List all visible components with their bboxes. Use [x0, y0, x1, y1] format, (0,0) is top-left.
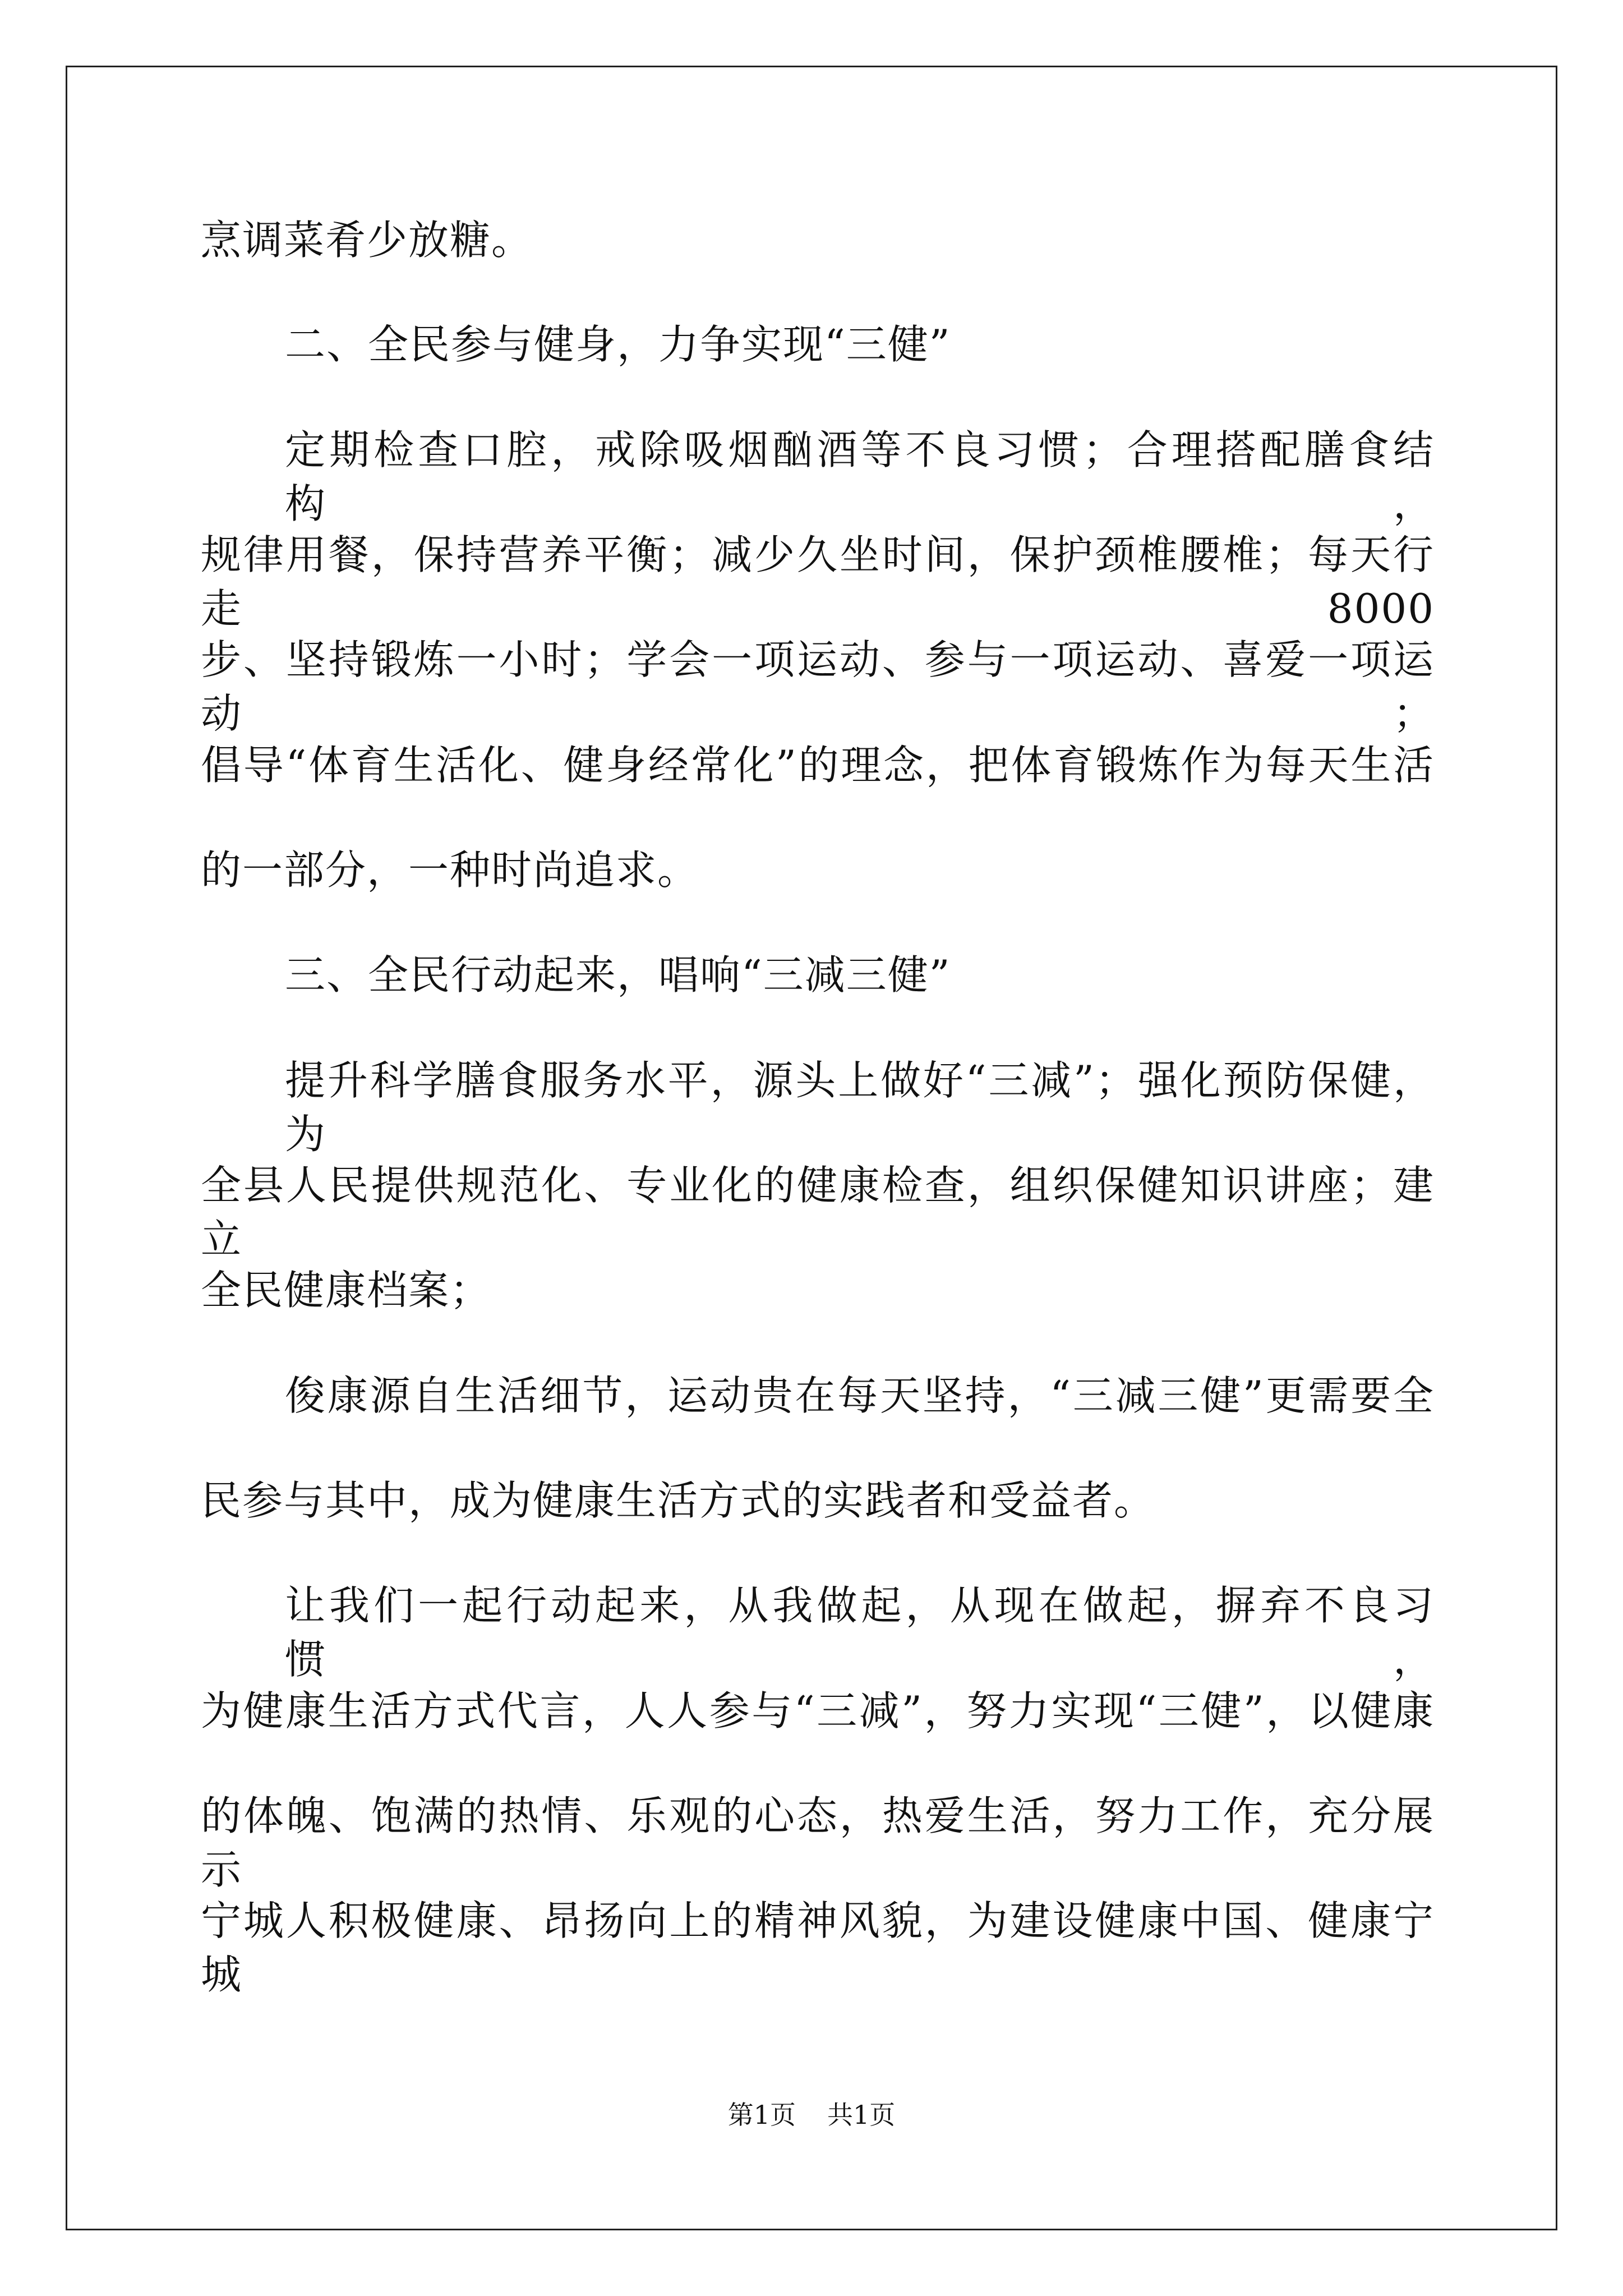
page-footer: [0, 2098, 1623, 2132]
text-line: 为健康生活方式代言，人人参与“三减”，努力实现“三健”，以健康: [201, 1687, 1435, 1734]
page-number-current: 第1页: [727, 2100, 796, 2130]
text-line: 民参与其中，成为健康生活方式的实践者和受益者。: [201, 1477, 1156, 1524]
page-number-total: 共1页: [827, 2100, 896, 2130]
text-line: 全县人民提供规范化、专业化的健康检查，组织保健知识讲座；建立: [201, 1162, 1435, 1263]
text-line: 提升科学膳食服务水平，源头上做好“三减”；强化预防保健，为: [285, 1057, 1435, 1158]
text-line: 宁城人积极健康、昂扬向上的精神风貌，为建设健康中国、健康宁城: [201, 1897, 1435, 1998]
text-line: 全民健康档案；: [201, 1267, 492, 1314]
text-line: 烹调菜肴少放糖。: [201, 217, 533, 264]
text-line: 规律用餐，保持营养平衡；减少久坐时间，保护颈椎腰椎；每天行走 8000: [201, 531, 1435, 632]
text-line: 的体魄、饱满的热情、乐观的心态，热爱生活，努力工作，充分展示: [201, 1792, 1435, 1893]
text-line: 的一部分，一种时尚追求。: [201, 846, 699, 894]
text-line: 让我们一起行动起来，从我做起，从现在做起，摒弃不良习惯，: [285, 1582, 1435, 1683]
text-line: 倡导“体育生活化、健身经常化”的理念，把体育锻炼作为每天生活: [201, 742, 1435, 789]
text-line: 定期检查口腔，戒除吸烟酗酒等不良习惯；合理搭配膳食结构，: [285, 426, 1435, 527]
section-heading: 三、全民行动起来，唱响“三减三健”: [285, 951, 951, 999]
text-line: 步、坚持锻炼一小时；学会一项运动、参与一项运动、喜爱一项运动；: [201, 636, 1435, 737]
text-line: 俊康源自生活细节，运动贵在每天坚持，“三减三健”更需要全: [285, 1372, 1435, 1419]
section-heading: 二、全民参与健身，力争实现“三健”: [285, 321, 951, 368]
